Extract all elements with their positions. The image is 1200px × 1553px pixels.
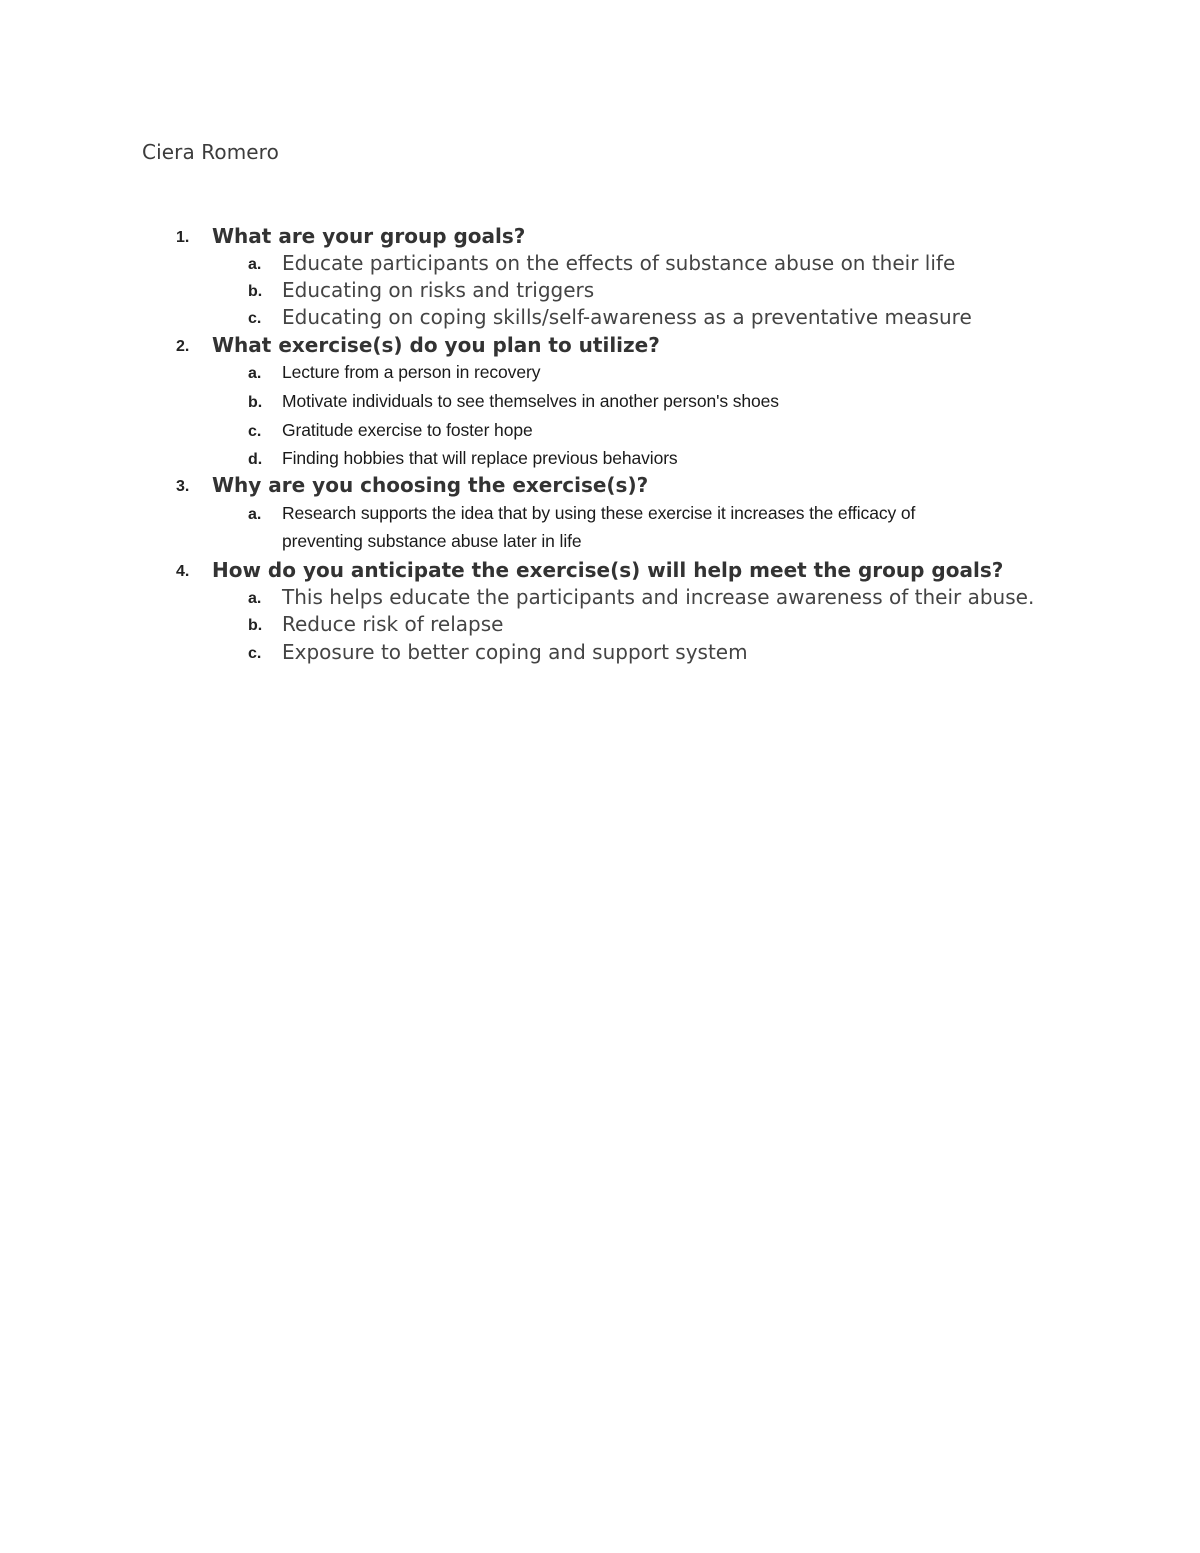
question-number: 2. [176, 338, 190, 355]
answer-letter: c. [248, 645, 262, 662]
question-number: 4. [176, 563, 190, 580]
answer-text: Finding hobbies that will replace previous behaviors [282, 448, 678, 468]
answer-text: Gratitude exercise to foster hope [282, 420, 533, 440]
question-text: Why are you choosing the exercise(s)? [212, 473, 649, 497]
answer-text: Motivate individuals to see themselves in another person's shoes [282, 391, 779, 411]
question-number: 3. [176, 478, 190, 495]
answer-letter: a. [248, 590, 262, 607]
answer-text: Educating on risks and triggers [282, 278, 595, 302]
answer-text: Educate participants on the effects of substance abuse on their life [282, 251, 956, 275]
answer-text: Lecture from a person in recovery [282, 362, 541, 382]
answer-letter: a. [248, 365, 262, 382]
answer-letter: b. [248, 617, 263, 634]
question-text: How do you anticipate the exercise(s) will help meet the group goals? [212, 558, 1004, 582]
question-number: 1. [176, 229, 190, 246]
answer-letter: b. [248, 394, 263, 411]
answer-letter: b. [248, 283, 263, 300]
question-text: What are your group goals? [212, 224, 526, 248]
answer-text: Educating on coping skills/self-awareness as a preventative measure [282, 305, 972, 329]
answer-text: Reduce risk of relapse [282, 612, 504, 636]
answer-letter: a. [248, 256, 262, 273]
answer-text: Exposure to better coping and support system [282, 640, 748, 664]
answer-letter: c. [248, 310, 262, 327]
answer-text: Research supports the idea that by using these exercise it increases the efficacy of [282, 503, 916, 523]
question-text: What exercise(s) do you plan to utilize? [212, 333, 660, 357]
answer-letter: c. [248, 423, 262, 440]
answer-text: This helps educate the participants and increase awareness of their abuse. [282, 585, 1035, 609]
answer-letter: d. [248, 451, 263, 468]
author-name: Ciera Romero [142, 140, 279, 164]
answer-text-continuation: preventing substance abuse later in life [282, 531, 582, 551]
answer-letter: a. [248, 506, 262, 523]
